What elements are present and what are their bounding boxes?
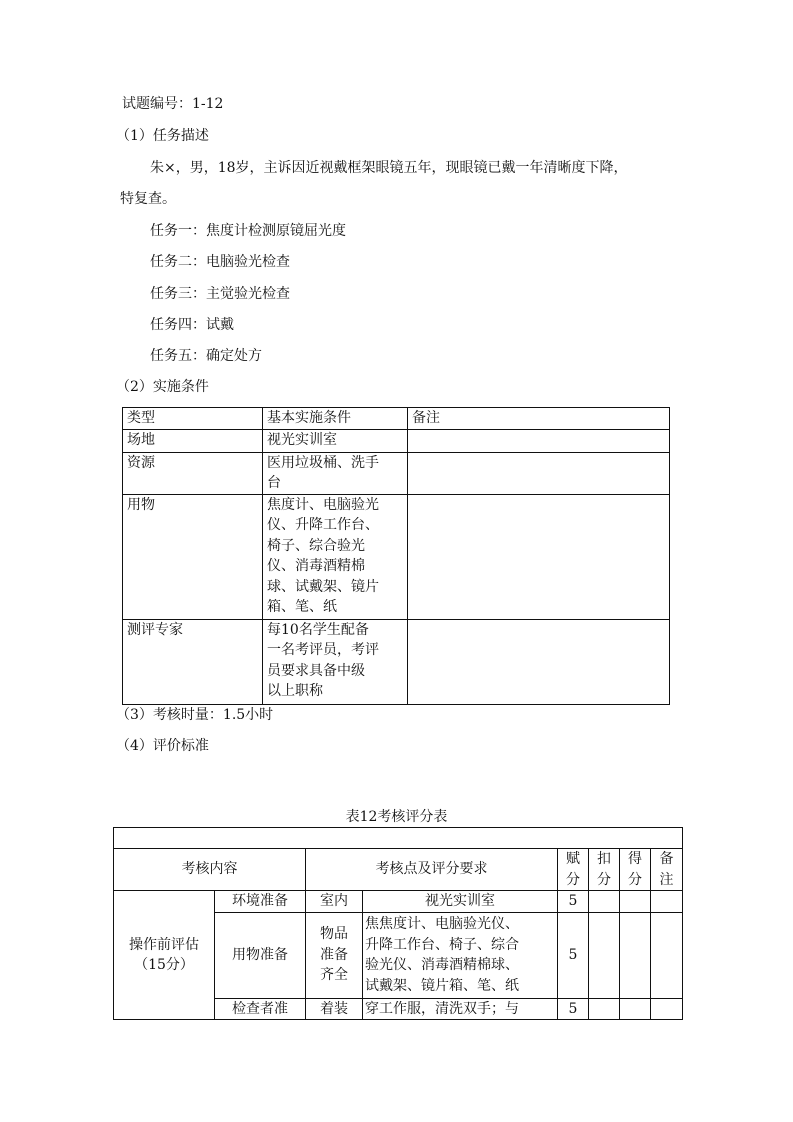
section-title: （4）评价标准 [116, 738, 209, 754]
requirement-cell [363, 912, 558, 998]
cell-line: 分 [566, 871, 580, 888]
cell-line: （15分） [134, 957, 194, 973]
cell-line: 操作前评估 [129, 936, 199, 953]
cell-line: 球、试戴架、镜片 [267, 578, 379, 595]
header-cell [620, 849, 651, 891]
task-item: 任务三：主觉验光检查 [150, 286, 290, 302]
condition-cell: 视光实训室 [263, 429, 408, 452]
cell-line: 分 [597, 871, 611, 888]
table-header-row [123, 408, 670, 430]
table-header-row [114, 849, 683, 891]
section-title: （3）考核时量：1.5小时 [116, 707, 274, 723]
type-cell: 资源 [123, 452, 263, 494]
score-cell: 5 [558, 891, 589, 913]
task-item: 任务一：焦度计检测原镜屈光度 [150, 223, 346, 239]
cell-line: 齐全 [320, 967, 348, 984]
score-table [113, 827, 683, 1020]
cell-line: 员要求具备中级 [267, 662, 365, 679]
deduct-cell [589, 998, 620, 1020]
cell-line: 验光仪、消毒酒精棉球、 [365, 957, 519, 973]
table-title-row [114, 828, 683, 849]
cell-line: 物品 [320, 926, 348, 943]
cell-line: 台 [267, 475, 281, 491]
point-cell [306, 912, 363, 998]
cell-line: 赋 [566, 851, 580, 867]
question-id: 试题编号：1-12 [122, 96, 224, 112]
score-cell: 5 [558, 912, 589, 998]
note-cell [408, 429, 670, 452]
table-row [123, 452, 670, 494]
task-description-cont: 特复查。 [120, 191, 176, 207]
header-cell: 考核点及评分要求 [306, 849, 558, 891]
type-cell: 测评专家 [123, 619, 263, 704]
header-cell: 考核内容 [114, 849, 306, 891]
cell-line: 焦度计、电脑验光 [267, 496, 379, 513]
task-item: 任务二：电脑验光检查 [150, 254, 290, 270]
score-cell: 5 [558, 998, 589, 1020]
cell-line: 椅子、综合验光 [267, 537, 365, 554]
task-item: 任务四：试戴 [150, 317, 234, 333]
cell-line: 注 [659, 871, 674, 888]
header-cell: 类型 [123, 408, 263, 430]
header-cell [651, 849, 683, 891]
cell-line: 仪、升降工作台、 [267, 517, 379, 533]
empty-cell [114, 828, 683, 849]
requirement-cell: 视光实训室 [363, 891, 558, 913]
cell-line: 扣 [597, 851, 611, 867]
header-cell [558, 849, 589, 891]
requirement-cell: 穿工作服，清洗双手；与 [363, 998, 558, 1020]
deduct-cell [589, 891, 620, 913]
table-row [114, 891, 683, 913]
table-row [123, 619, 670, 704]
condition-cell [263, 494, 408, 619]
cell-line: 得 [628, 851, 642, 867]
got-cell [620, 998, 651, 1020]
note-cell [651, 912, 683, 998]
note-cell [651, 998, 683, 1020]
got-cell [620, 912, 651, 998]
type-cell: 场地 [123, 429, 263, 452]
item-cell: 用物准备 [215, 912, 306, 998]
table-row [123, 429, 670, 452]
condition-cell [263, 452, 408, 494]
task-description: 朱×，男，18岁，主诉因近视戴框架眼镜五年，现眼镜已戴一年清晰度下降， [150, 160, 628, 176]
group-cell [114, 891, 215, 1020]
item-cell: 环境准备 [215, 891, 306, 913]
point-cell: 着装 [306, 998, 363, 1020]
cell-line: 升降工作台、椅子、综合 [365, 936, 519, 953]
cell-line: 分 [628, 871, 642, 888]
item-cell: 检查者准 [215, 998, 306, 1020]
header-cell [589, 849, 620, 891]
cell-line: 医用垃圾桶、洗手 [267, 454, 379, 471]
task-item: 任务五：确定处方 [150, 348, 262, 364]
point-cell: 室内 [306, 891, 363, 913]
cell-line: 一名考评员，考评 [267, 642, 379, 658]
note-cell [408, 494, 670, 619]
cell-line: 备 [659, 851, 674, 867]
got-cell [620, 891, 651, 913]
cell-line: 准备 [320, 946, 348, 963]
cell-line: 每10名学生配备 [267, 621, 369, 638]
table-row [123, 494, 670, 619]
cell-line: 仪、消毒酒精棉 [267, 558, 365, 574]
note-cell [408, 619, 670, 704]
section-title: （1）任务描述 [116, 128, 209, 144]
cell-line: 以上职称 [267, 683, 323, 699]
header-cell: 备注 [408, 408, 670, 430]
cell-line: 焦焦度计、电脑验光仪、 [365, 916, 519, 932]
note-cell [651, 891, 683, 913]
section-title: （2）实施条件 [116, 379, 209, 395]
type-cell: 用物 [123, 494, 263, 619]
cell-line: 试戴架、镜片箱、笔、纸 [365, 977, 519, 994]
table-caption: 表12考核评分表 [345, 809, 448, 825]
conditions-table [122, 407, 670, 705]
note-cell [408, 452, 670, 494]
deduct-cell [589, 912, 620, 998]
cell-line: 箱、笔、纸 [267, 599, 337, 615]
condition-cell [263, 619, 408, 704]
header-cell: 基本实施条件 [263, 408, 408, 430]
